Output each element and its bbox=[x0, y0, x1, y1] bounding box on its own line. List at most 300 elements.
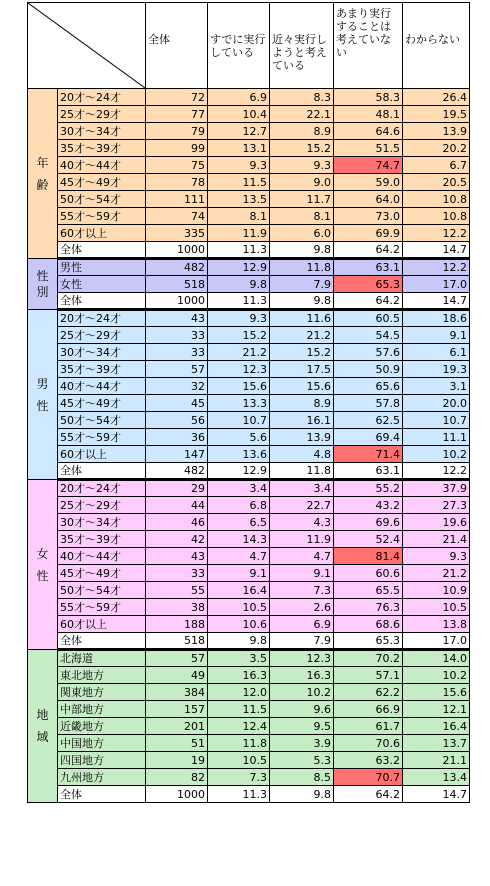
total-cell-total: 518 bbox=[146, 633, 208, 650]
total-cell-total: 1000 bbox=[146, 786, 208, 803]
cell-already: 11.5 bbox=[208, 701, 270, 718]
cell-already: 13.5 bbox=[208, 191, 270, 208]
group-label-men bbox=[28, 310, 58, 480]
total-label: 全体 bbox=[58, 242, 146, 259]
cell-total: 29 bbox=[146, 480, 208, 497]
cell-unknown: 20.5 bbox=[403, 174, 470, 191]
header-already: すでに実行している bbox=[208, 3, 270, 89]
table-row bbox=[28, 735, 470, 752]
cell-already: 4.7 bbox=[208, 548, 270, 565]
cell-already: 13.1 bbox=[208, 140, 270, 157]
cell-unknown: 14.0 bbox=[403, 650, 470, 667]
cell-unknown: 10.7 bbox=[403, 412, 470, 429]
cell-unknown: 9.1 bbox=[403, 327, 470, 344]
cell-total: 82 bbox=[146, 769, 208, 786]
total-cell-already: 12.9 bbox=[208, 463, 270, 480]
cell-soon: 8.3 bbox=[270, 89, 334, 106]
group-label-text: 年齢 bbox=[36, 155, 49, 192]
cell-already: 12.3 bbox=[208, 361, 270, 378]
row-label: 近畿地方 bbox=[58, 718, 146, 735]
cell-already: 15.6 bbox=[208, 378, 270, 395]
cell-not: 62.5 bbox=[334, 412, 403, 429]
cell-not: 69.4 bbox=[334, 429, 403, 446]
cell-unknown: 18.6 bbox=[403, 310, 470, 327]
cell-already: 9.1 bbox=[208, 565, 270, 582]
cell-total: 518 bbox=[146, 276, 208, 293]
cell-soon: 11.7 bbox=[270, 191, 334, 208]
row-label: 40才～44才 bbox=[58, 378, 146, 395]
row-label: 25才～29才 bbox=[58, 106, 146, 123]
row-label: 55才～59才 bbox=[58, 208, 146, 225]
cell-already: 9.3 bbox=[208, 310, 270, 327]
row-label: 関東地方 bbox=[58, 684, 146, 701]
table-row bbox=[28, 344, 470, 361]
cell-not: 70.7 bbox=[334, 769, 403, 786]
cell-soon: 12.3 bbox=[270, 650, 334, 667]
total-cell-unknown: 14.7 bbox=[403, 293, 470, 310]
cell-not: 64.6 bbox=[334, 123, 403, 140]
cell-soon: 9.5 bbox=[270, 718, 334, 735]
table-row bbox=[28, 429, 470, 446]
cell-not: 55.2 bbox=[334, 480, 403, 497]
table-row bbox=[28, 276, 470, 293]
table-row bbox=[28, 106, 470, 123]
cell-total: 78 bbox=[146, 174, 208, 191]
cell-not: 54.5 bbox=[334, 327, 403, 344]
cell-unknown: 12.2 bbox=[403, 259, 470, 276]
cell-unknown: 12.2 bbox=[403, 225, 470, 242]
cell-total: 32 bbox=[146, 378, 208, 395]
cell-already: 8.1 bbox=[208, 208, 270, 225]
cell-not: 71.4 bbox=[334, 446, 403, 463]
cell-not: 64.0 bbox=[334, 191, 403, 208]
cell-unknown: 21.4 bbox=[403, 531, 470, 548]
cell-soon: 9.1 bbox=[270, 565, 334, 582]
cell-total: 33 bbox=[146, 565, 208, 582]
cell-not: 65.3 bbox=[334, 276, 403, 293]
row-label: 中部地方 bbox=[58, 701, 146, 718]
total-cell-already: 9.8 bbox=[208, 633, 270, 650]
table-row bbox=[28, 157, 470, 174]
cell-unknown: 17.0 bbox=[403, 276, 470, 293]
cell-already: 6.9 bbox=[208, 89, 270, 106]
cell-total: 57 bbox=[146, 361, 208, 378]
row-label: 中国地方 bbox=[58, 735, 146, 752]
cell-not: 63.1 bbox=[334, 259, 403, 276]
cell-soon: 11.8 bbox=[270, 259, 334, 276]
cell-soon: 11.9 bbox=[270, 531, 334, 548]
total-cell-total: 1000 bbox=[146, 242, 208, 259]
table-row bbox=[28, 208, 470, 225]
row-label: 30才～34才 bbox=[58, 514, 146, 531]
table-row bbox=[28, 684, 470, 701]
cell-already: 12.7 bbox=[208, 123, 270, 140]
cell-not: 70.6 bbox=[334, 735, 403, 752]
cell-total: 335 bbox=[146, 225, 208, 242]
total-label: 全体 bbox=[58, 786, 146, 803]
cell-soon: 7.3 bbox=[270, 582, 334, 599]
cell-not: 61.7 bbox=[334, 718, 403, 735]
cell-total: 36 bbox=[146, 429, 208, 446]
cell-already: 13.6 bbox=[208, 446, 270, 463]
cell-unknown: 11.1 bbox=[403, 429, 470, 446]
group-label-women bbox=[28, 480, 58, 650]
diagonal-line bbox=[28, 3, 145, 88]
total-cell-soon: 9.8 bbox=[270, 786, 334, 803]
total-cell-already: 11.3 bbox=[208, 786, 270, 803]
header-not: あまり実行することは考えていない bbox=[334, 3, 403, 89]
cell-total: 111 bbox=[146, 191, 208, 208]
total-cell-unknown: 14.7 bbox=[403, 242, 470, 259]
cell-already: 10.5 bbox=[208, 599, 270, 616]
table-row bbox=[28, 191, 470, 208]
table-row bbox=[28, 123, 470, 140]
cell-already: 12.0 bbox=[208, 684, 270, 701]
cell-already: 7.3 bbox=[208, 769, 270, 786]
cell-soon: 15.2 bbox=[270, 344, 334, 361]
cell-not: 74.7 bbox=[334, 157, 403, 174]
cell-already: 6.5 bbox=[208, 514, 270, 531]
cell-total: 19 bbox=[146, 752, 208, 769]
cell-total: 33 bbox=[146, 344, 208, 361]
cell-not: 57.1 bbox=[334, 667, 403, 684]
header-soon: 近々実行しようと考えている bbox=[270, 3, 334, 89]
cell-already: 11.8 bbox=[208, 735, 270, 752]
cell-already: 3.5 bbox=[208, 650, 270, 667]
group-label-text: 男性 bbox=[36, 376, 49, 413]
table-row bbox=[28, 531, 470, 548]
cell-unknown: 9.3 bbox=[403, 548, 470, 565]
row-label: 40才～44才 bbox=[58, 157, 146, 174]
cell-unknown: 19.5 bbox=[403, 106, 470, 123]
cell-unknown: 6.1 bbox=[403, 344, 470, 361]
cell-total: 201 bbox=[146, 718, 208, 735]
cell-not: 76.3 bbox=[334, 599, 403, 616]
cell-total: 38 bbox=[146, 599, 208, 616]
group-label-region bbox=[28, 650, 58, 803]
cell-not: 65.5 bbox=[334, 582, 403, 599]
row-label: 20才～24才 bbox=[58, 310, 146, 327]
cell-soon: 6.9 bbox=[270, 616, 334, 633]
cell-soon: 5.3 bbox=[270, 752, 334, 769]
cell-unknown: 20.0 bbox=[403, 395, 470, 412]
row-label: 20才～24才 bbox=[58, 89, 146, 106]
table-row bbox=[28, 480, 470, 497]
cell-soon: 8.9 bbox=[270, 123, 334, 140]
cell-unknown: 21.1 bbox=[403, 752, 470, 769]
cell-soon: 2.6 bbox=[270, 599, 334, 616]
cell-soon: 22.7 bbox=[270, 497, 334, 514]
cell-unknown: 20.2 bbox=[403, 140, 470, 157]
cell-unknown: 13.8 bbox=[403, 616, 470, 633]
cell-already: 9.3 bbox=[208, 157, 270, 174]
cell-soon: 7.9 bbox=[270, 276, 334, 293]
cell-not: 62.2 bbox=[334, 684, 403, 701]
total-cell-not: 65.3 bbox=[334, 633, 403, 650]
total-cell-not: 64.2 bbox=[334, 786, 403, 803]
total-cell-soon: 9.8 bbox=[270, 242, 334, 259]
cell-already: 14.3 bbox=[208, 531, 270, 548]
cell-already: 10.4 bbox=[208, 106, 270, 123]
row-label: 四国地方 bbox=[58, 752, 146, 769]
table-row bbox=[28, 582, 470, 599]
cell-already: 3.4 bbox=[208, 480, 270, 497]
total-cell-already: 11.3 bbox=[208, 293, 270, 310]
row-label: 35才～39才 bbox=[58, 361, 146, 378]
cell-total: 44 bbox=[146, 497, 208, 514]
cell-total: 75 bbox=[146, 157, 208, 174]
cell-already: 15.2 bbox=[208, 327, 270, 344]
cell-soon: 3.4 bbox=[270, 480, 334, 497]
cell-unknown: 13.4 bbox=[403, 769, 470, 786]
cell-not: 51.5 bbox=[334, 140, 403, 157]
cell-already: 11.5 bbox=[208, 174, 270, 191]
cell-not: 69.6 bbox=[334, 514, 403, 531]
cell-unknown: 15.6 bbox=[403, 684, 470, 701]
group-label-age bbox=[28, 89, 58, 259]
cell-not: 48.1 bbox=[334, 106, 403, 123]
cell-not: 65.6 bbox=[334, 378, 403, 395]
cell-total: 42 bbox=[146, 531, 208, 548]
row-label: 50才～54才 bbox=[58, 412, 146, 429]
cell-unknown: 6.7 bbox=[403, 157, 470, 174]
cell-already: 12.4 bbox=[208, 718, 270, 735]
cell-soon: 8.5 bbox=[270, 769, 334, 786]
row-label: 60才以上 bbox=[58, 225, 146, 242]
table-row bbox=[28, 667, 470, 684]
cell-not: 73.0 bbox=[334, 208, 403, 225]
cell-soon: 4.8 bbox=[270, 446, 334, 463]
total-cell-unknown: 17.0 bbox=[403, 633, 470, 650]
cell-soon: 9.6 bbox=[270, 701, 334, 718]
table-row bbox=[28, 225, 470, 242]
cell-soon: 8.1 bbox=[270, 208, 334, 225]
cell-already: 16.3 bbox=[208, 667, 270, 684]
table-row bbox=[28, 361, 470, 378]
table-row bbox=[28, 259, 470, 276]
cell-not: 52.4 bbox=[334, 531, 403, 548]
table-row bbox=[28, 514, 470, 531]
cell-unknown: 3.1 bbox=[403, 378, 470, 395]
table-row bbox=[28, 378, 470, 395]
cell-already: 10.6 bbox=[208, 616, 270, 633]
cell-soon: 15.2 bbox=[270, 140, 334, 157]
cell-total: 77 bbox=[146, 106, 208, 123]
cell-already: 10.5 bbox=[208, 752, 270, 769]
cell-total: 56 bbox=[146, 412, 208, 429]
cell-soon: 6.0 bbox=[270, 225, 334, 242]
row-label: 60才以上 bbox=[58, 616, 146, 633]
row-label: 女性 bbox=[58, 276, 146, 293]
cell-soon: 3.9 bbox=[270, 735, 334, 752]
cell-total: 55 bbox=[146, 582, 208, 599]
cell-total: 99 bbox=[146, 140, 208, 157]
total-cell-unknown: 12.2 bbox=[403, 463, 470, 480]
total-label: 全体 bbox=[58, 633, 146, 650]
table-row bbox=[28, 565, 470, 582]
total-cell-total: 1000 bbox=[146, 293, 208, 310]
cell-unknown: 10.2 bbox=[403, 667, 470, 684]
group-label-text: 女性 bbox=[36, 546, 49, 583]
header-total: 全体 bbox=[146, 3, 208, 89]
cell-not: 43.2 bbox=[334, 497, 403, 514]
cell-unknown: 19.3 bbox=[403, 361, 470, 378]
cell-total: 57 bbox=[146, 650, 208, 667]
cell-unknown: 10.8 bbox=[403, 208, 470, 225]
cell-already: 6.8 bbox=[208, 497, 270, 514]
table-row bbox=[28, 310, 470, 327]
table-row bbox=[28, 701, 470, 718]
cell-already: 11.9 bbox=[208, 225, 270, 242]
row-label: 北海道 bbox=[58, 650, 146, 667]
table-row bbox=[28, 497, 470, 514]
total-cell-unknown: 14.7 bbox=[403, 786, 470, 803]
total-row bbox=[28, 463, 470, 480]
row-label: 50才～54才 bbox=[58, 582, 146, 599]
table-row bbox=[28, 769, 470, 786]
table-row bbox=[28, 752, 470, 769]
cell-not: 58.3 bbox=[334, 89, 403, 106]
cell-unknown: 13.7 bbox=[403, 735, 470, 752]
cell-unknown: 10.8 bbox=[403, 191, 470, 208]
cell-unknown: 10.2 bbox=[403, 446, 470, 463]
cell-unknown: 16.4 bbox=[403, 718, 470, 735]
cell-already: 21.2 bbox=[208, 344, 270, 361]
table-row bbox=[28, 140, 470, 157]
total-cell-soon: 7.9 bbox=[270, 633, 334, 650]
total-row bbox=[28, 242, 470, 259]
total-cell-soon: 11.8 bbox=[270, 463, 334, 480]
cell-total: 79 bbox=[146, 123, 208, 140]
row-label: 30才～34才 bbox=[58, 344, 146, 361]
cell-soon: 17.5 bbox=[270, 361, 334, 378]
cell-already: 10.7 bbox=[208, 412, 270, 429]
table-row bbox=[28, 616, 470, 633]
row-label: 55才～59才 bbox=[58, 429, 146, 446]
cell-total: 33 bbox=[146, 327, 208, 344]
total-row bbox=[28, 786, 470, 803]
cell-not: 57.8 bbox=[334, 395, 403, 412]
cell-total: 45 bbox=[146, 395, 208, 412]
total-cell-not: 63.1 bbox=[334, 463, 403, 480]
cell-unknown: 21.2 bbox=[403, 565, 470, 582]
cell-already: 16.4 bbox=[208, 582, 270, 599]
cell-soon: 15.6 bbox=[270, 378, 334, 395]
cell-total: 74 bbox=[146, 208, 208, 225]
row-label: 35才～39才 bbox=[58, 531, 146, 548]
row-label: 45才～49才 bbox=[58, 174, 146, 191]
cell-soon: 11.6 bbox=[270, 310, 334, 327]
cell-already: 12.9 bbox=[208, 259, 270, 276]
cell-soon: 4.3 bbox=[270, 514, 334, 531]
cell-soon: 22.1 bbox=[270, 106, 334, 123]
cell-total: 49 bbox=[146, 667, 208, 684]
corner-cell bbox=[28, 3, 146, 89]
row-label: 45才～49才 bbox=[58, 395, 146, 412]
cell-not: 63.2 bbox=[334, 752, 403, 769]
cell-total: 72 bbox=[146, 89, 208, 106]
header-row bbox=[28, 3, 470, 89]
cell-not: 60.5 bbox=[334, 310, 403, 327]
cell-total: 157 bbox=[146, 701, 208, 718]
row-label: 60才以上 bbox=[58, 446, 146, 463]
group-label-text: 地域 bbox=[36, 708, 49, 744]
cell-soon: 8.9 bbox=[270, 395, 334, 412]
total-row bbox=[28, 293, 470, 310]
cell-not: 70.2 bbox=[334, 650, 403, 667]
table-row bbox=[28, 327, 470, 344]
row-label: 30才～34才 bbox=[58, 123, 146, 140]
cell-already: 9.8 bbox=[208, 276, 270, 293]
table-row bbox=[28, 718, 470, 735]
cell-unknown: 37.9 bbox=[403, 480, 470, 497]
row-label: 25才～29才 bbox=[58, 497, 146, 514]
cell-not: 60.6 bbox=[334, 565, 403, 582]
row-label: 男性 bbox=[58, 259, 146, 276]
cell-total: 188 bbox=[146, 616, 208, 633]
cell-total: 147 bbox=[146, 446, 208, 463]
total-cell-already: 11.3 bbox=[208, 242, 270, 259]
table-row bbox=[28, 548, 470, 565]
cell-soon: 16.1 bbox=[270, 412, 334, 429]
group-label-sex bbox=[28, 259, 58, 310]
total-cell-not: 64.2 bbox=[334, 242, 403, 259]
cell-soon: 21.2 bbox=[270, 327, 334, 344]
cell-unknown: 10.5 bbox=[403, 599, 470, 616]
row-label: 25才～29才 bbox=[58, 327, 146, 344]
cell-not: 57.6 bbox=[334, 344, 403, 361]
cell-total: 43 bbox=[146, 548, 208, 565]
cell-soon: 4.7 bbox=[270, 548, 334, 565]
row-label: 55才～59才 bbox=[58, 599, 146, 616]
cell-not: 68.6 bbox=[334, 616, 403, 633]
cell-soon: 13.9 bbox=[270, 429, 334, 446]
group-label-text: 性別 bbox=[36, 268, 49, 299]
survey-table bbox=[27, 2, 470, 803]
cell-unknown: 10.9 bbox=[403, 582, 470, 599]
total-cell-total: 482 bbox=[146, 463, 208, 480]
total-cell-not: 64.2 bbox=[334, 293, 403, 310]
table-row bbox=[28, 89, 470, 106]
cell-total: 43 bbox=[146, 310, 208, 327]
header-unknown: わからない bbox=[403, 3, 470, 89]
cell-not: 81.4 bbox=[334, 548, 403, 565]
cell-not: 69.9 bbox=[334, 225, 403, 242]
table-row bbox=[28, 174, 470, 191]
row-label: 50才～54才 bbox=[58, 191, 146, 208]
row-label: 20才～24才 bbox=[58, 480, 146, 497]
cell-soon: 10.2 bbox=[270, 684, 334, 701]
cell-already: 13.3 bbox=[208, 395, 270, 412]
cell-soon: 9.0 bbox=[270, 174, 334, 191]
cell-soon: 16.3 bbox=[270, 667, 334, 684]
row-label: 45才～49才 bbox=[58, 565, 146, 582]
cell-not: 59.0 bbox=[334, 174, 403, 191]
total-label: 全体 bbox=[58, 463, 146, 480]
cell-unknown: 26.4 bbox=[403, 89, 470, 106]
cell-total: 46 bbox=[146, 514, 208, 531]
total-row bbox=[28, 633, 470, 650]
row-label: 九州地方 bbox=[58, 769, 146, 786]
cell-total: 384 bbox=[146, 684, 208, 701]
cell-unknown: 12.1 bbox=[403, 701, 470, 718]
cell-already: 5.6 bbox=[208, 429, 270, 446]
cell-not: 66.9 bbox=[334, 701, 403, 718]
table-row bbox=[28, 395, 470, 412]
cell-unknown: 27.3 bbox=[403, 497, 470, 514]
cell-soon: 9.3 bbox=[270, 157, 334, 174]
row-label: 東北地方 bbox=[58, 667, 146, 684]
